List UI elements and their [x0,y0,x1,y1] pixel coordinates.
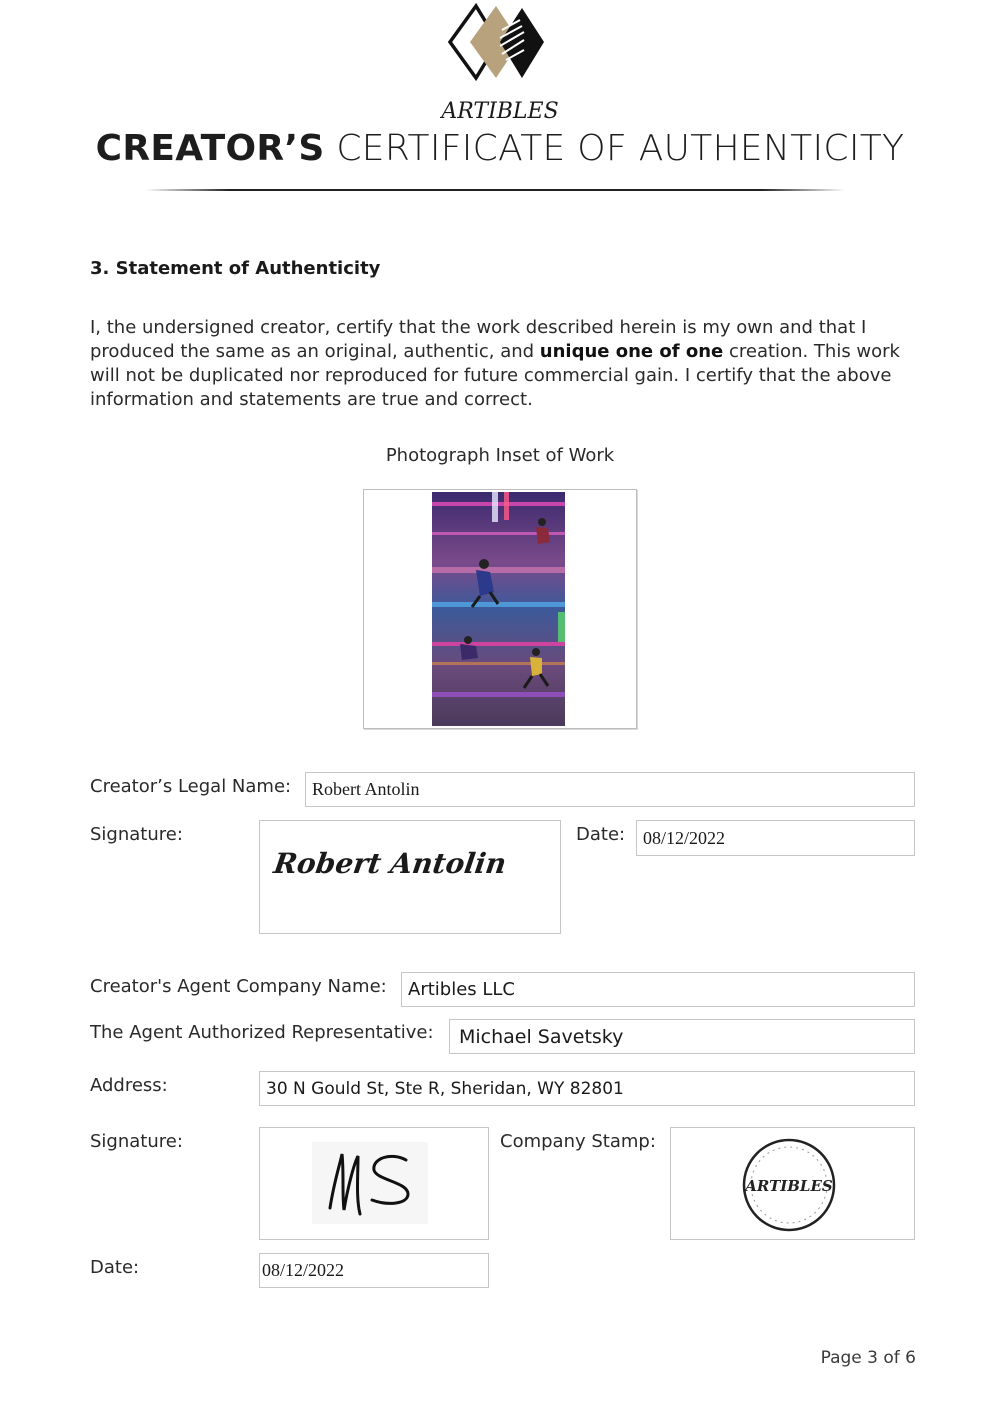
legal-name-field[interactable]: Robert Antolin [305,772,915,807]
title-bold: CREATOR’S [95,128,325,169]
creator-date-label: Date: [576,824,626,845]
title-divider [145,189,845,191]
address-field[interactable]: 30 N Gould St, Ste R, Sheridan, WY 82801 [259,1071,915,1106]
company-stamp-label: Company Stamp: [500,1131,656,1152]
address-label: Address: [90,1075,168,1096]
statement-part2: creation. This work will not be duplicated nor reproduced for future commercial gain. I certify that the above information and statements are true and correct. [90,341,900,410]
agent-company-label: Creator's Agent Company Name: [90,976,387,997]
artibles-logo [440,0,560,130]
statement-part1: I, the undersigned creator, certify that the work described herein is my own and that I produced the same as an original, authentic, and [90,317,867,362]
creator-date-field[interactable]: 08/12/2022 [636,820,915,856]
creator-signature-label: Signature: [90,824,183,845]
creator-signature-box[interactable] [259,820,561,934]
agent-signature-label: Signature: [90,1131,183,1152]
agent-company-field[interactable]: Artibles LLC [401,972,915,1007]
agent-date-label: Date: [90,1257,140,1278]
artwork-image [432,492,565,726]
agent-representative-field[interactable]: Michael Savetsky [449,1019,915,1054]
certificate-title [0,128,1000,169]
creator-signature: Robert Antolin [271,847,509,880]
section-heading: 3. Statement of Authenticity [90,258,381,279]
stamp-text: ARTIBLES [745,1177,833,1195]
logo-mark-icon [440,0,560,130]
agent-signature-image [312,1142,428,1224]
company-stamp [741,1137,837,1233]
agent-signature-box[interactable] [259,1127,489,1240]
page-number: Page 3 of 6 [820,1348,916,1368]
agent-representative-label: The Agent Authorized Representative: [90,1022,434,1043]
statement-bold: unique one of one [539,341,724,362]
company-stamp-box [670,1127,915,1240]
authenticity-statement [90,316,920,412]
agent-date-field[interactable]: 08/12/2022 [259,1253,489,1288]
logo-wordmark: ARTIBLES [441,99,559,124]
inset-caption: Photograph Inset of Work [385,445,615,466]
title-rest: CERTIFICATE OF AUTHENTICITY [324,128,905,169]
legal-name-label: Creator’s Legal Name: [90,776,292,797]
